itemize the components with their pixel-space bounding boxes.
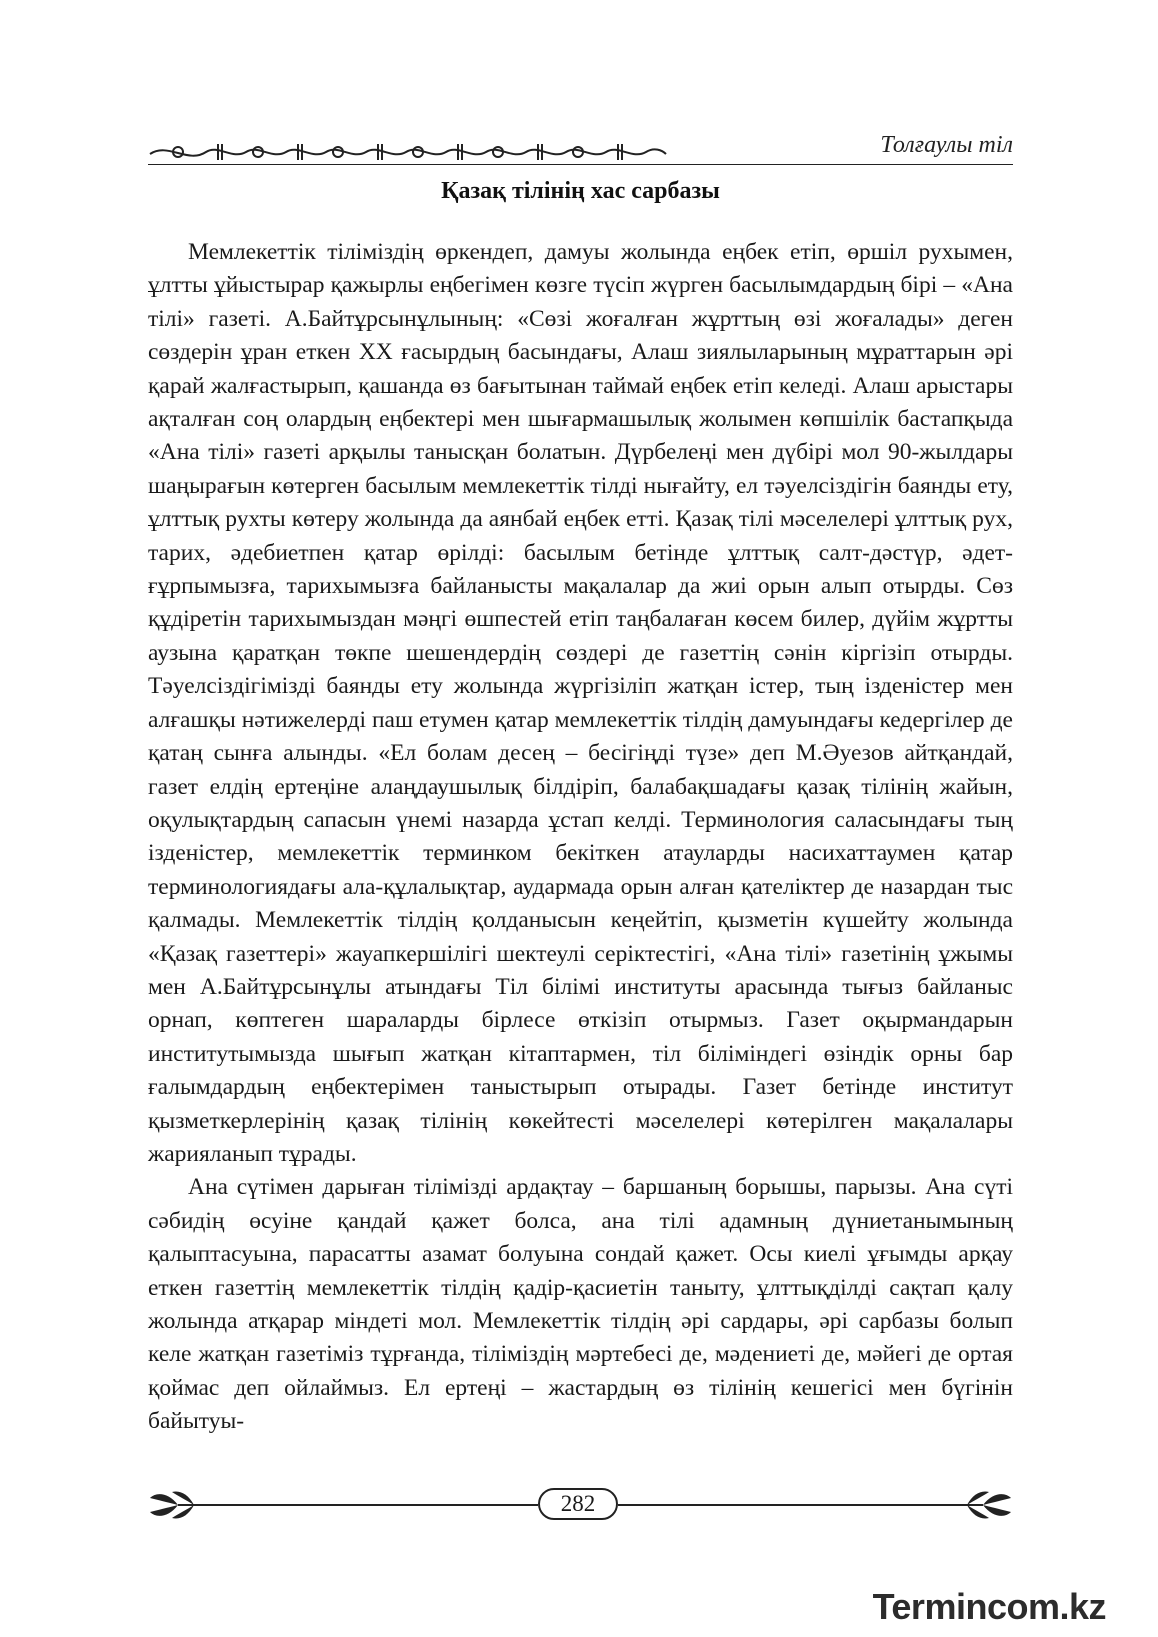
footer-rule-left: [226, 1504, 538, 1506]
header-rule: [148, 164, 1013, 165]
footer-rule-right: [618, 1504, 935, 1506]
site-watermark: Termincom.kz: [872, 1586, 1106, 1627]
page-number: 282: [538, 1488, 618, 1520]
page-footer: [148, 1480, 1013, 1530]
section-title: Толғаулы тіл: [880, 132, 1013, 158]
article-title: Қазақ тілінің хас сарбазы: [441, 178, 720, 204]
article-body: [148, 236, 1013, 1439]
paragraph-1: Мемлекеттік тіліміздің өркендеп, дамуы жолында еңбек етіп, өршіл рухымен, ұлтты ұйыстырар қажырлы еңбегімен көзге түсіп жүрген басылымдардың бірі – «Ана тілі» газеті. А.Байтұрсынұлының: «Сөзі жоғалған жұрттың өзі жоғалады» деген сөздерін ұран еткен XX ғасырдың басындағы, Алаш зиялыларының мұраттарын әрі қарай жалғастырып, қашанда өз бағытынан таймай еңбек етіп келеді. Алаш арыстары ақталған соң олардың еңбектері мен шығармашылық жолымен көпшілік бастапқыда «Ана тілі» газеті арқылы танысқан болатын. Дүрбелеңі мен дүбірі мол 90-жылдары шаңырағын көтерген басылым мемлекеттік тілді нығайту, ел тәуелсіздігін баянды ету, ұлттық рухты көтеру жолында да аянбай еңбек етті. Қазақ тілі мәселелері ұлттық рух, тарих, әдебиетпен қатар өрілді: басылым бетінде ұлттық салт-дәстүр, әдет-ғұрпымызға, тарихымызға байланысты мақалалар да жиі орын алып отырды. Сөз құдіретін тарихымыздан мәңгі өшпестей етіп таңбалаған көсем билер, дүйім жұртты аузына қаратқан төкпе шешендердің сөздері де газеттің сәнін кіргізіп отырды. Тәуелсіздігімізді баянды ету жолында жүргізіліп жатқан істер, тың ізденістер мен алғашқы нәтижелерді паш етумен қатар мемлекеттік тілдің дамуындағы кедергілер де қатаң сынға алынды. «Ел болам десең – бесігіңді түзе» деп М.Әуезов айтқандай, газет елдің ертеңіне алаңдаушылық білдіріп, балабақшадағы қазақ тілінің жайын, оқулықтардың сапасын үнемі назарда ұстап келді. Терминология саласындағы тың ізденістер, мемлекеттік терминком бекіткен атауларды насихаттаумен қатар терминологиядағы ала-құлалықтар, аудармада орын алған қателіктер де назардан тыс қалмады. Мемлекеттік тілдің қолданысын кеңейтіп, қызметін күшейту жолында «Қазақ газеттері» жауапкершілігі шектеулі серіктестігі, «Ана тілі» газетінің ұжымы мен А.Байтұрсынұлы атындағы Тіл білімі институты арасында тығыз байланыс орнап, көптеген шараларды бірлесе өткізіп отырмыз. Газет оқырмандарын институтымызда шығып жатқан кітаптармен, тіл біліміндегі өзіндік орны бар ғалымдардың еңбектерімен таныстырып отырады. Газет бетінде институт қызметкерлерінің қазақ тілінің көкейтесті мәселелері көтерілген мақалалары жарияланып тұрады.: [148, 239, 1013, 1167]
left-leaf-ornament-icon: [148, 1486, 228, 1524]
running-header: [148, 130, 1013, 172]
right-leaf-ornament-icon: [933, 1486, 1013, 1524]
paragraph-2: Ана сүтімен дарыған тілімізді ардақтау – баршаның борышы, парызы. Ана сүті сәбидің өсуіне қандай қажет болса, ана тілі адамның дүниетанымының қалыптасуына, парасатты азамат болуына сондай қажет. Осы киелі ұғымды арқау еткен газеттің мемлекеттік тілдің қадір-қасиетін таныту, ұлттықділді сақтап қалу жолында атқарар міндеті мол. Мемлекеттік тілдің әрі сардары, әрі сарбазы болып келе жатқан газетіміз тұрғанда, тіліміздің мәртебесі де, мәдениеті де, мәйегі де ортая қоймас деп ойлаймыз. Ел ертеңі – жастардың өз тілінің кешегісі мен бүгінін байытуы-: [148, 1174, 1013, 1435]
decorative-ornament-band: [148, 138, 668, 166]
